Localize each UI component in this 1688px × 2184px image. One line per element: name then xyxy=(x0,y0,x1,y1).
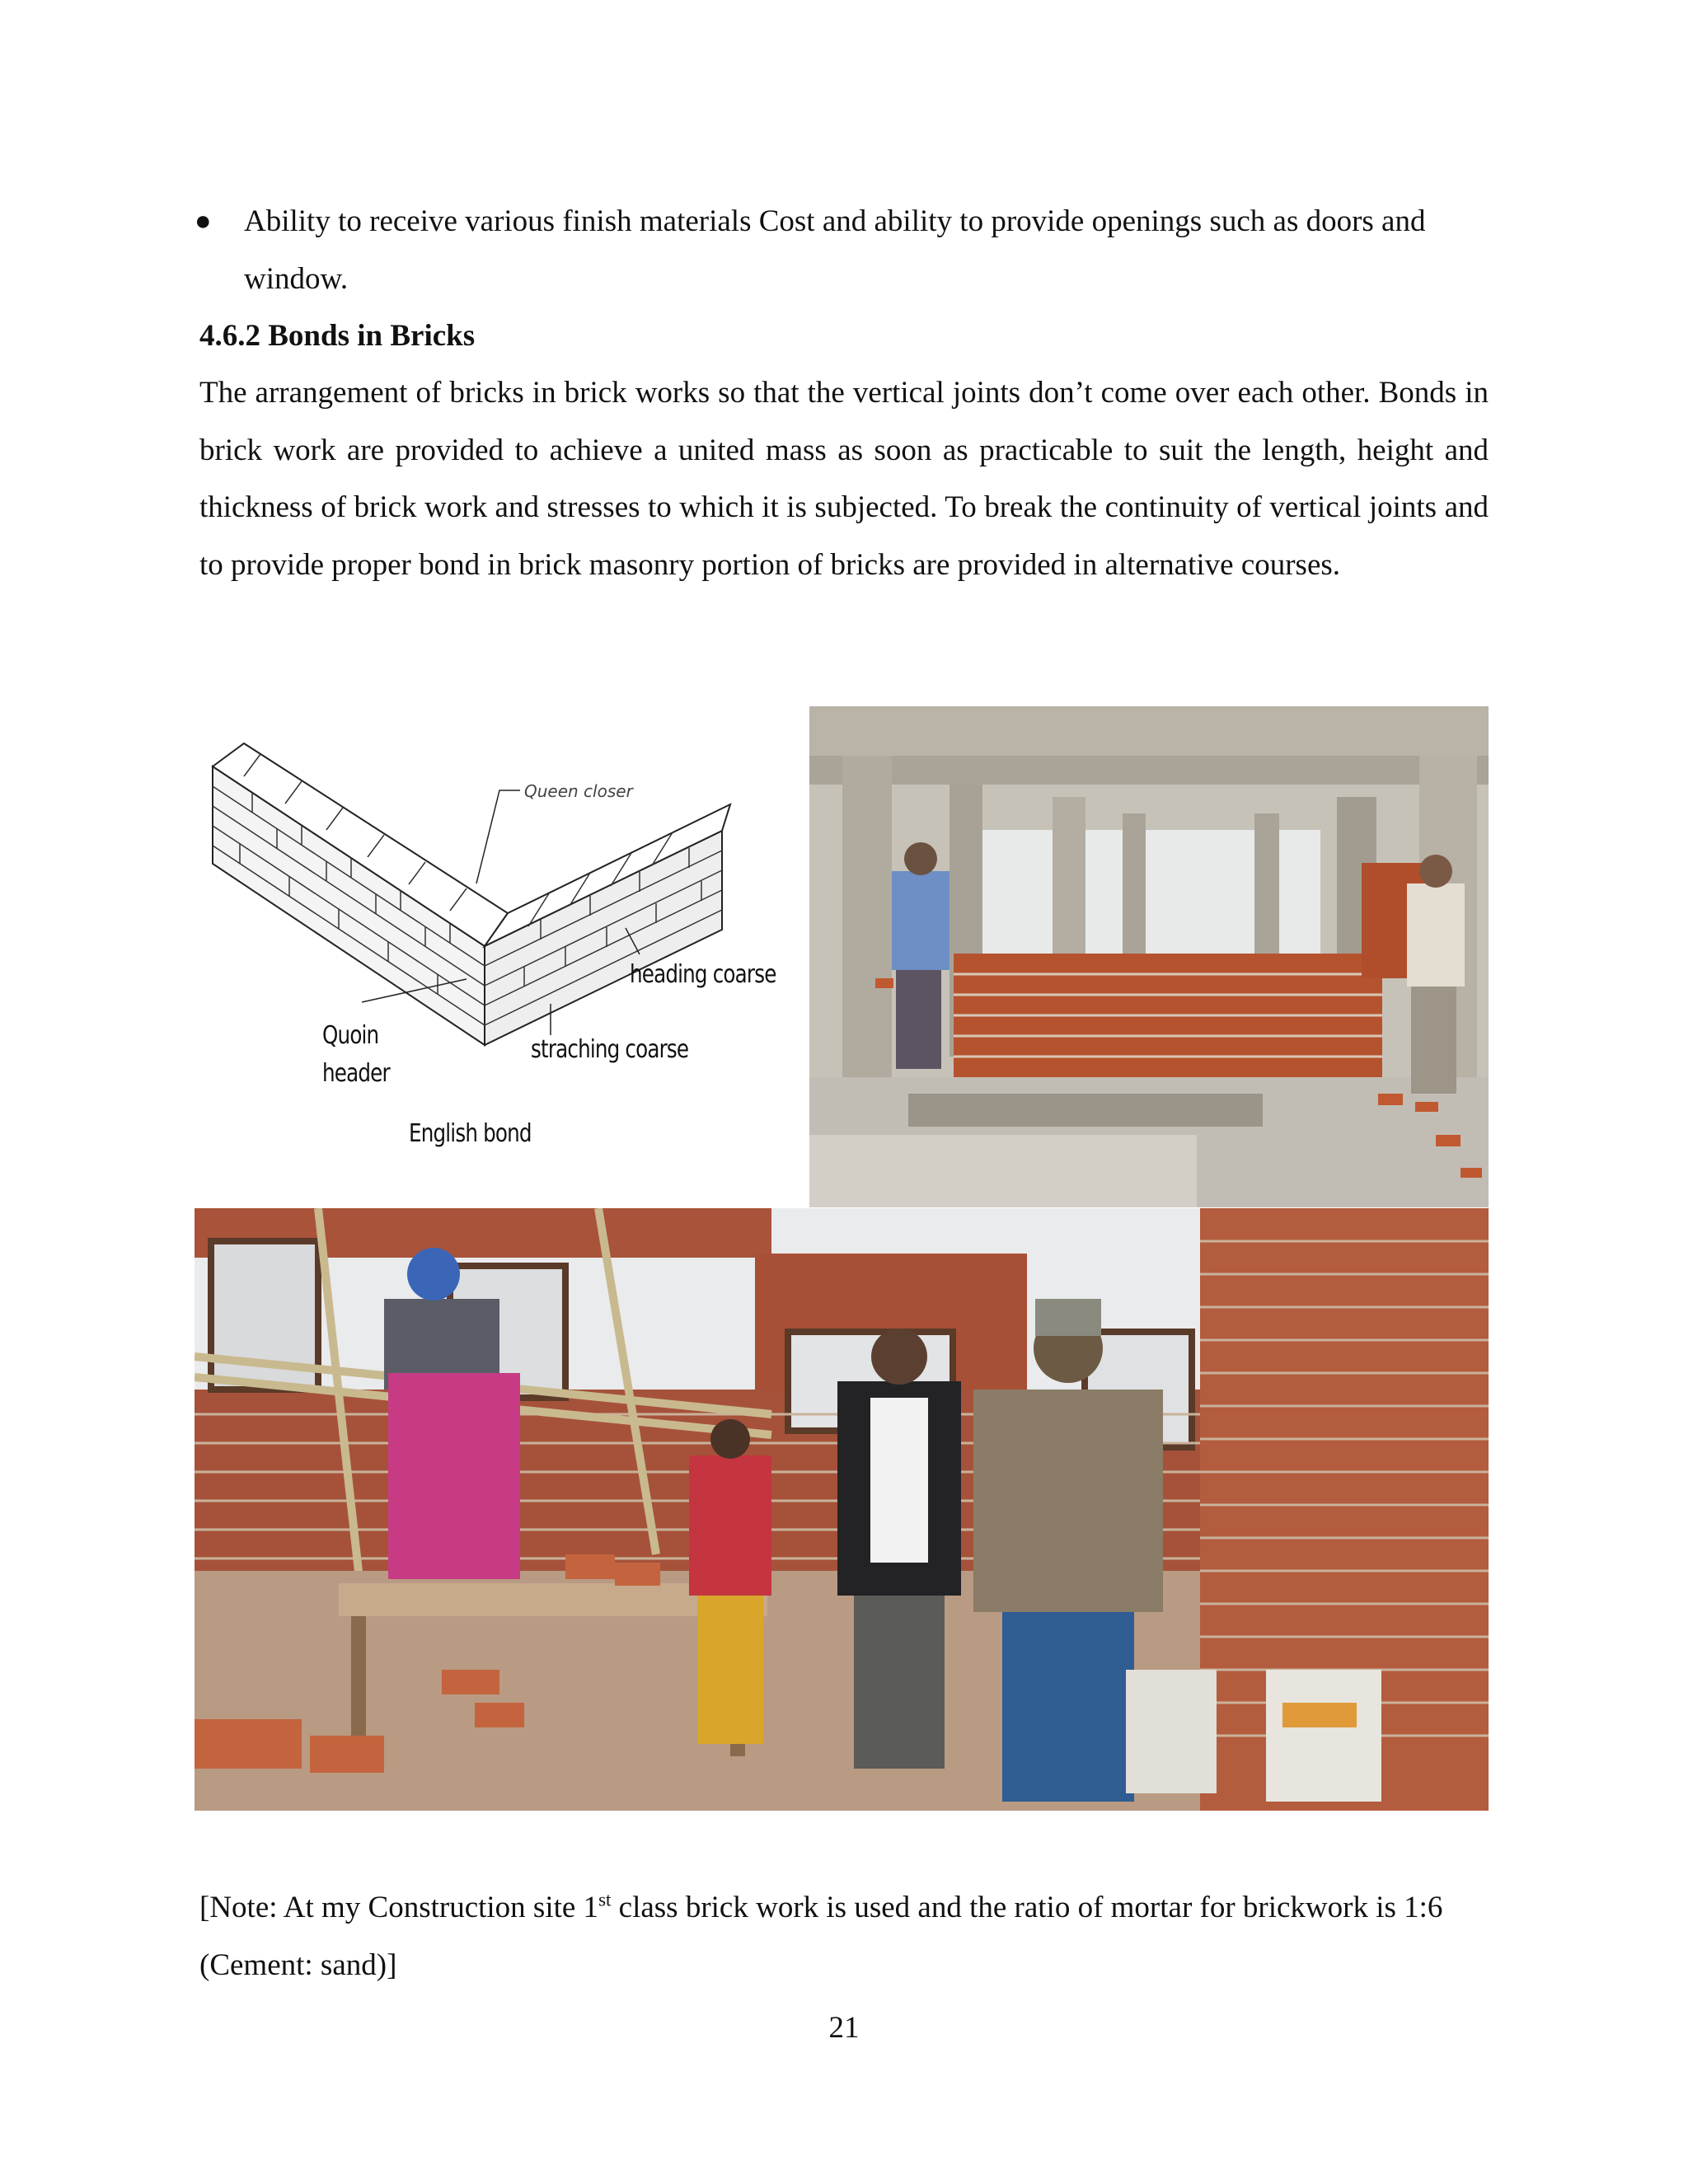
heading-coarse-label: heading coarse xyxy=(630,960,776,989)
section-heading: 4.6.2 Bonds in Bricks xyxy=(199,319,476,353)
straching-coarse-label: straching coarse xyxy=(531,1035,689,1064)
note-superscript: st xyxy=(598,1889,612,1910)
queen-closer-label: Queen closer xyxy=(524,781,633,801)
header-label: header xyxy=(322,1059,390,1088)
english-bond-diagram xyxy=(195,707,803,1210)
note-text-start: [Note: At my Construction site 1 xyxy=(199,1891,599,1924)
note-text-end: class brick work is used and the ratio of mortar for brickwork is 1:6 (Cement: sand)] xyxy=(199,1891,1443,1982)
construction-photo-2-image xyxy=(195,1208,1489,1811)
bullet-item xyxy=(195,193,1497,307)
diagram-caption: English bond xyxy=(409,1119,532,1148)
bullet-text: Ability to receive various finish materials Cost and ability to provide openings such as doors and window. xyxy=(244,204,1426,296)
page-number: 21 xyxy=(828,2011,860,2045)
quoin-header-label xyxy=(322,1017,390,1093)
construction-photo-1 xyxy=(809,706,1489,1207)
construction-note xyxy=(199,1879,1502,1994)
construction-photo-2 xyxy=(195,1208,1489,1811)
quoin-label: Quoin xyxy=(322,1021,379,1050)
section-paragraph: The arrangement of bricks in brick works so that the vertical joints don’t come over each other. Bonds in brick work are provided to achieve a united mass as soon as practicable to suit the length, height and thickness of brick work and stresses to which it is subjected. To break the continuity of vertical joints and to provide proper bond in brick masonry portion of bricks are provided in alternative courses. xyxy=(199,376,1489,582)
bullet-dot: ● xyxy=(195,206,212,237)
construction-photo-1-image xyxy=(809,706,1489,1207)
